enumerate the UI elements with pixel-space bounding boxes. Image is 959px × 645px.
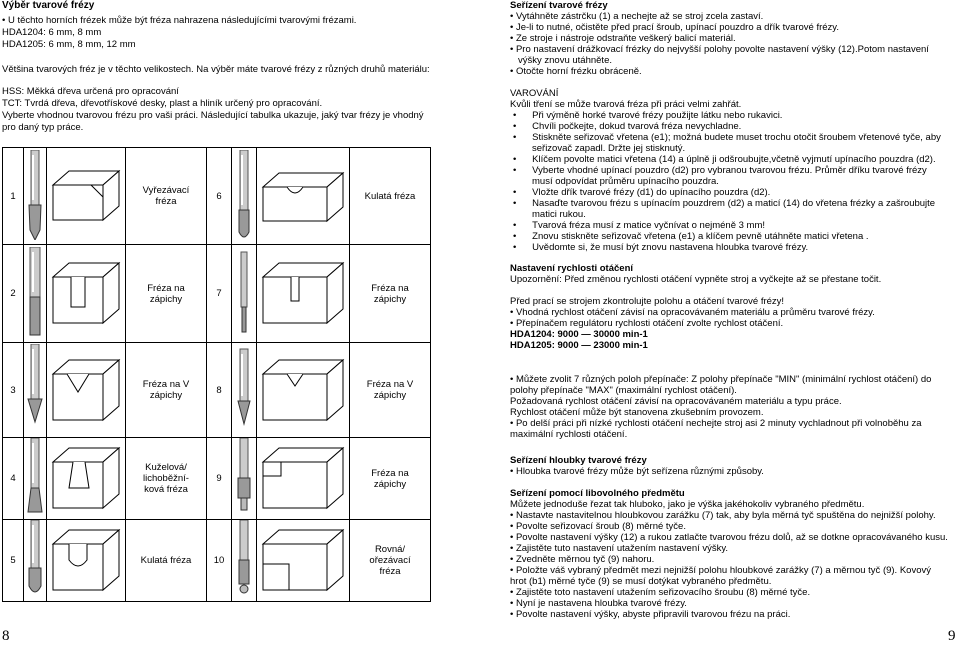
text-line: Rychlost otáčení může být stanovena zkušebním provozem. xyxy=(510,407,764,418)
list-item-text: Pro nastavení drážkovací frézky do nejvyšší polohy povolte nastavení výšky (12).Potom nastavení xyxy=(515,44,929,55)
text-line: polohy přepínače "MAX" (maximální rychlost otáčení). xyxy=(510,385,737,396)
table-cell-number: 3 xyxy=(3,343,24,438)
label-line: Kuželová/ xyxy=(145,462,187,473)
table-cell-number: 4 xyxy=(3,438,24,520)
table-cell-label xyxy=(126,438,207,520)
workpiece-image-cell xyxy=(47,245,126,343)
label-line: Fréza na V xyxy=(366,379,414,390)
text-line: hrot (b1) měrné tyče (9) se musí dotýkat vybraného předmětu. xyxy=(510,576,772,587)
table-cell-label xyxy=(350,148,431,245)
list-item-text: Je-li to nutné, očistěte před prací šroub, upínací pouzdro a dřík tvarové frézy. xyxy=(515,22,839,33)
table-cell-label xyxy=(126,520,207,602)
label-line: zápichy xyxy=(149,390,183,401)
list-item-continuation: seřizovač zapadl. Držte jej stisknutý. xyxy=(532,143,686,154)
text-line: • Zajistěte tuto nastavení utažením nastavení výšky. xyxy=(510,543,729,554)
workpiece-image-cell xyxy=(257,343,350,438)
text-line: pro daný typ práce. xyxy=(2,122,84,133)
table-row xyxy=(3,520,431,602)
label-line: lichoběžní- xyxy=(143,473,189,484)
workpiece-image-cell xyxy=(47,520,126,602)
label-line: zápichy xyxy=(373,293,407,305)
text-line: • Položte váš vybraný předmět mezi nejnižší polohu hloubkové zarážky (7) a měrnou tyč (9). Kovový xyxy=(510,565,931,576)
cutter-image-cell xyxy=(24,343,47,438)
list-item: • Je-li to nutné, očistěte před prací šroub, upínací pouzdro a dřík tvarové frézy. xyxy=(510,22,839,33)
text-line: Většina tvarových fréz je v těchto velikostech. Na výběr máte tvarové frézy z různých druhů materiálu: xyxy=(2,64,430,75)
list-item: • Chvíli počkejte, dokud tvarová fréza nevychladne. xyxy=(513,121,742,132)
cutter-image-cell xyxy=(24,520,47,602)
text-line: Před prací se strojem zkontrolujte polohu a otáčení tvarové frézy! xyxy=(510,296,785,307)
list-item-continuation: matici rukou. xyxy=(532,209,586,220)
warning-title: VAROVÁNÍ xyxy=(510,88,559,99)
workpiece-image xyxy=(49,524,123,594)
workpiece-image xyxy=(259,442,347,512)
page-number: 8 xyxy=(2,628,10,644)
text-line: • Hloubka tvarové frézy může být seřízena různými způsoby. xyxy=(510,466,764,477)
list-item-text: Stiskněte seřizovač vřetena (e1); možná budete muset trochu otočit šroubem vřetenové tyče, aby xyxy=(532,132,941,143)
table-cell-number: 10 xyxy=(207,520,232,602)
text-line: • Nastavte nastavitelnou hloubkovou zarážku (7) tak, aby byla měrná tyč spuštěna do nejnižší polohy. xyxy=(510,510,936,521)
list-item: • Vložte dřík tvarové frézy (d1) do upínacího pouzdra (d2). xyxy=(513,187,771,198)
label-line: Kulatá fréza xyxy=(364,190,416,202)
workpiece-image xyxy=(49,354,123,424)
list-item-text: Vytáhněte zástrčku (1) a nechejte až se stroj zcela zastaví. xyxy=(515,11,764,22)
list-item: • Uvědomte si, že musí být znovu nastavena hloubka tvarové frézy. xyxy=(513,242,809,253)
workpiece-image-cell xyxy=(257,245,350,343)
text-line: TCT: Tvrdá dřeva, dřevotřískové desky, plast a hliník určený pro opracování. xyxy=(2,98,323,109)
workpiece-image-cell xyxy=(257,148,350,245)
table-cell-number: 1 xyxy=(3,148,24,245)
cutter-image-cell xyxy=(24,148,47,245)
list-item: • Pro nastavení drážkovací frézky do nejvyšší polohy povolte nastavení výšky (12).Potom nastavení xyxy=(510,44,929,55)
table-cell-label xyxy=(350,438,431,520)
text-line: HDA1205: 9000 — 23000 min-1 xyxy=(510,340,648,351)
label-line: zápichy xyxy=(149,293,183,305)
text-line: • Po delší práci při nízké rychlosti otáčení nechejte stroj asi 2 minuty vychladnout při volnoběhu za xyxy=(510,418,922,429)
table-row xyxy=(3,245,431,343)
label-line: ková fréza xyxy=(144,484,188,495)
list-item-text: Tvarová fréza musí z matice vyčnívat o nejméně 3 mm! xyxy=(532,220,766,231)
text-line: Kvůli tření se může tvarová fréza při práci velmi zahřát. xyxy=(510,99,742,110)
cutter-image xyxy=(26,150,44,240)
list-item-continuation: výšky znovu utáhněte. xyxy=(518,55,612,66)
text-line: HDA1204: 9000 — 30000 min-1 xyxy=(510,329,648,340)
cutter-image xyxy=(235,150,253,240)
text-line: • Zvedněte měrnou tyč (9) nahoru. xyxy=(510,554,655,565)
text-line: Můžete jednoduše řezat tak hluboko, jako je výška jakéhokoliv vybraného předmětu. xyxy=(510,499,865,510)
table-cell-number: 2 xyxy=(3,245,24,343)
workpiece-image xyxy=(259,524,347,594)
text-line: • U těchto horních frézek může být fréza nahrazena následujícími tvarovými frézami. xyxy=(2,15,357,26)
table-cell-label xyxy=(350,343,431,438)
section-title: Seřízení tvarové frézy xyxy=(510,0,608,11)
list-item: • Vyberte vhodné upínací pouzdro (d2) pro vybranou tvarovou frézu. Průměr dříku tvarové frézy xyxy=(513,165,927,176)
cutter-image-cell xyxy=(24,245,47,343)
list-item-text: Vložte dřík tvarové frézy (d1) do upínacího pouzdra (d2). xyxy=(532,187,771,198)
list-item-text: Otočte horní frézku obráceně. xyxy=(515,66,642,77)
table-cell-label xyxy=(126,245,207,343)
list-item: • Otočte horní frézku obráceně. xyxy=(510,66,642,77)
cutter-image-cell xyxy=(232,245,257,343)
text-line: • Povolte nastavení výšky (12) a rukou zatlačte tvarovou frézu dolů, až se dotkne opracovávaného kusu. xyxy=(510,532,948,543)
table-cell-number: 9 xyxy=(207,438,232,520)
cutter-image xyxy=(26,520,44,598)
cutter-image-cell xyxy=(24,438,47,520)
cutter-image-cell xyxy=(232,520,257,602)
text-line: HDA1204: 6 mm, 8 mm xyxy=(2,27,102,38)
list-item-text: Při výměně horké tvarové frézy použijte látku nebo rukavici. xyxy=(532,110,783,121)
table-cell-number: 7 xyxy=(207,245,232,343)
cutter-image xyxy=(235,520,253,598)
workpiece-image-cell xyxy=(47,438,126,520)
list-item-text: Nasaďte tvarovou frézu s upínacím pouzdrem (d2) a maticí (14) do vřetena frézky a zašroubujte xyxy=(532,198,936,209)
text-line: Upozornění: Před změnou rychlosti otáčení vypněte stroj a vyčkejte až se přestane točit. xyxy=(510,274,882,285)
workpiece-image xyxy=(49,442,123,512)
label-line: fréza xyxy=(155,196,177,207)
cutter-image-cell xyxy=(232,148,257,245)
section-title: Seřízení pomocí libovolného předmětu xyxy=(510,488,685,499)
table-row xyxy=(3,343,431,438)
workpiece-image-cell xyxy=(257,520,350,602)
table-row xyxy=(3,148,431,245)
list-item-text: Znovu stiskněte seřizovač vřetena (e1) a klíčem pevně utáhněte matici vřetena . xyxy=(532,231,869,242)
workpiece-image-cell xyxy=(257,438,350,520)
label-line: Fréza na xyxy=(371,467,409,479)
list-item: • Při výměně horké tvarové frézy použijte látku nebo rukavici. xyxy=(513,110,783,121)
list-item: • Vytáhněte zástrčku (1) a nechejte až se stroj zcela zastaví. xyxy=(510,11,764,22)
text-line: HDA1205: 6 mm, 8 mm, 12 mm xyxy=(2,39,136,50)
text-line: • Povolte nastavení výšky, abyste připravili tvarovou frézu na práci. xyxy=(510,609,791,620)
cutter-image xyxy=(235,344,253,434)
table-cell-label xyxy=(126,343,207,438)
workpiece-image xyxy=(49,165,123,225)
cutter-image-cell xyxy=(232,438,257,520)
table-cell-label xyxy=(126,148,207,245)
page-number: 9 xyxy=(948,628,956,644)
cutter-image xyxy=(26,438,44,516)
workpiece-image xyxy=(49,257,123,327)
workpiece-image xyxy=(259,165,347,225)
cutter-image xyxy=(26,247,44,337)
list-item: • Ze stroje i nástroje odstraňte veškerý balicí materiál. xyxy=(510,33,736,44)
section-title: Seřízení hloubky tvarové frézy xyxy=(510,455,647,466)
text-line: • Zajistěte toto nastavení utažením seřizovacího šroubu (8) měrné tyče. xyxy=(510,587,811,598)
list-item-text: Klíčem povolte matici vřetena (14) a úplně ji odšroubujte,včetně vyjmutí upínacího pouzdra (d2). xyxy=(532,154,936,165)
workpiece-image-cell xyxy=(47,343,126,438)
label-line: zápichy xyxy=(373,390,407,401)
label-line: Fréza na V xyxy=(142,379,190,390)
text-line: • Vhodná rychlost otáčení závisí na opracovávaném materiálu a průměru tvarové frézy. xyxy=(510,307,875,318)
cutter-image-cell xyxy=(232,343,257,438)
list-item-text: Uvědomte si, že musí být znovu nastavena hloubka tvarové frézy. xyxy=(532,242,809,253)
text-line: • Povolte seřizovací šroub (8) měrné tyče. xyxy=(510,521,686,532)
text-line: • Nyní je nastavena hloubka tvarové frézy. xyxy=(510,598,687,609)
table-cell-label xyxy=(350,520,431,602)
list-item: • Klíčem povolte matici vřetena (14) a úplně ji odšroubujte,včetně vyjmutí upínacího pouzdra (d2). xyxy=(513,154,936,165)
cutter-image xyxy=(235,438,253,516)
label-line: Vyřezávací xyxy=(142,185,190,196)
section-title: Nastavení rychlosti otáčení xyxy=(510,263,634,274)
list-item-text: Vyberte vhodné upínací pouzdro (d2) pro vybranou tvarovou frézu. Průměr dříku tvarové frézy xyxy=(532,165,927,176)
text-line: • Můžete zvolit 7 různých poloh přepínače: Z polohy přepínače "MIN" (minimální rychlost otáčení) do xyxy=(510,374,932,385)
text-line: HSS: Měkká dřeva určená pro opracování xyxy=(2,86,179,97)
label-line: ořezávací xyxy=(369,555,411,566)
table-cell-number: 5 xyxy=(3,520,24,602)
workpiece-image xyxy=(259,257,347,327)
list-item: • Tvarová fréza musí z matice vyčnívat o nejméně 3 mm! xyxy=(513,220,766,231)
text-line: Vyberte vhodnou tvarovou frézu pro vaši práci. Následující tabulka ukazuje, jaký tvar frézy je vhodný xyxy=(2,110,424,121)
list-item-text: Ze stroje i nástroje odstraňte veškerý balicí materiál. xyxy=(515,33,736,44)
cutter-selection-table xyxy=(2,147,431,602)
label-line: fréza xyxy=(379,566,401,577)
list-item: • Stiskněte seřizovač vřetena (e1); možná budete muset trochu otočit šroubem vřetenové tyče, aby xyxy=(513,132,941,143)
workpiece-image-cell xyxy=(47,148,126,245)
label-line: Kulatá fréza xyxy=(140,555,192,566)
list-item: • Nasaďte tvarovou frézu s upínacím pouzdrem (d2) a maticí (14) do vřetena frézky a zašroubujte xyxy=(513,198,936,209)
text-line: Požadovaná rychlost otáčení závisí na opracovávaném materiálu a typu práce. xyxy=(510,396,842,407)
label-line: Fréza na xyxy=(371,282,409,294)
label-line: Rovná/ xyxy=(374,544,406,555)
workpiece-image xyxy=(259,354,347,424)
text-line: • Přepínačem regulátoru rychlosti otáčení zvolte rychlost otáčení. xyxy=(510,318,784,329)
list-item: • Znovu stiskněte seřizovač vřetena (e1) a klíčem pevně utáhněte matici vřetena . xyxy=(513,231,869,242)
list-item-continuation: musí odpovídat průměru upínacího pouzdra. xyxy=(532,176,719,187)
label-line: zápichy xyxy=(373,478,407,490)
section-title: Výběr tvarové frézy xyxy=(2,0,95,11)
text-line: maximální rychlosti otáčení. xyxy=(510,429,628,440)
label-line: Fréza na xyxy=(147,282,185,294)
table-cell-label xyxy=(350,245,431,343)
table-cell-number: 8 xyxy=(207,343,232,438)
table-cell-number: 6 xyxy=(207,148,232,245)
cutter-image xyxy=(235,247,253,337)
cutter-image xyxy=(26,344,44,434)
table-row xyxy=(3,438,431,520)
list-item-text: Chvíli počkejte, dokud tvarová fréza nevychladne. xyxy=(532,121,742,132)
